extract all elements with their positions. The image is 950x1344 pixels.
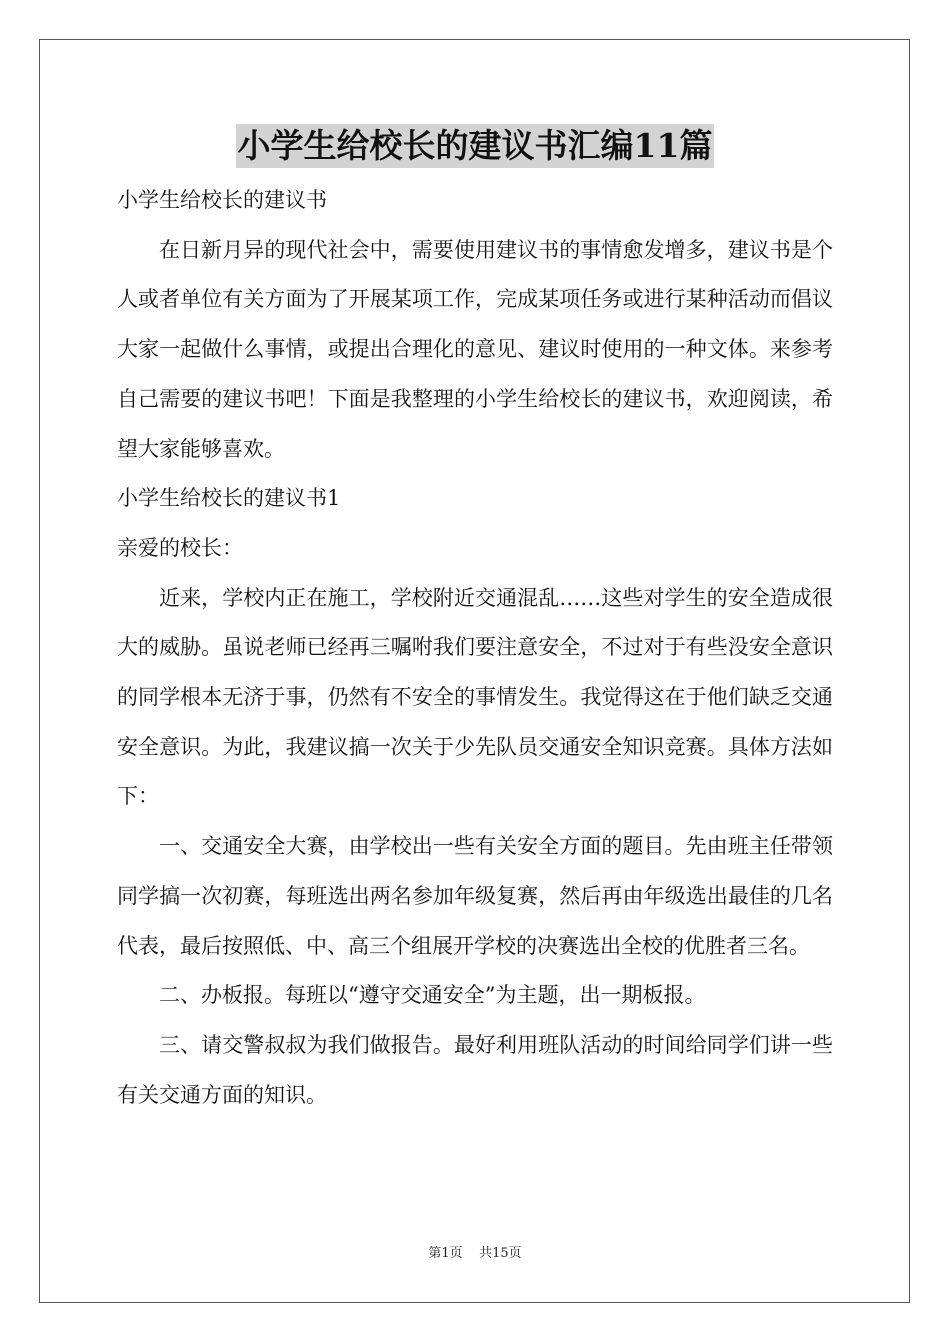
- document-title: 小学生给校长的建议书汇编11篇: [236, 124, 715, 168]
- suggestion-item-2: 二、办板报。每班以“遵守交通安全”为主题，出一期板报。: [159, 983, 706, 1008]
- intro-paragraph: 在日新月异的现代社会中，需要使用建议书的事情愈发增多，建议书是个人或者单位有关方面为了开展某项工作，完成某项任务或进行某种活动而倡议大家一起做什么事情，或提出合理化的意见、建议时使用的一种文体。来参考自己需要的建议书吧！下面是我整理的小学生给校长的建议书，欢迎阅读，希望大家能够喜欢。: [117, 237, 833, 461]
- page-footer: [0, 1245, 950, 1263]
- section-heading-1: 小学生给校长的建议书1: [117, 486, 341, 511]
- document-body: [117, 176, 833, 1120]
- suggestion-item-1: 一、交通安全大赛，由学校出一些有关安全方面的题目。先由班主任带领同学搞一次初赛，每班选出两名参加年级复赛，然后再由年级选出最佳的几名代表，最后按照低、中、高三个组展开学校的决赛选出全校的优胜者三名。: [117, 834, 833, 958]
- section-heading: 小学生给校长的建议书: [117, 188, 327, 212]
- body-paragraph: 近来，学校内正在施工，学校附近交通混乱……这些对学生的安全造成很大的威胁。虽说老师已经再三嘱咐我们要注意安全，不过对于有些没安全意识的同学根本无济于事，仍然有不安全的事情发生。我觉得这在于他们缺乏交通安全意识。为此，我建议搞一次关于少先队员交通安全知识竞赛。具体方法如下：: [117, 585, 833, 809]
- page-total: 共15页: [479, 1246, 522, 1261]
- suggestion-item-3: 三、请交警叔叔为我们做报告。最好利用班队活动的时间给同学们讲一些有关交通方面的知识。: [117, 1032, 833, 1107]
- page-number: 第1页: [428, 1246, 463, 1261]
- title-container: [0, 124, 950, 168]
- salutation: 亲爱的校长：: [117, 535, 243, 560]
